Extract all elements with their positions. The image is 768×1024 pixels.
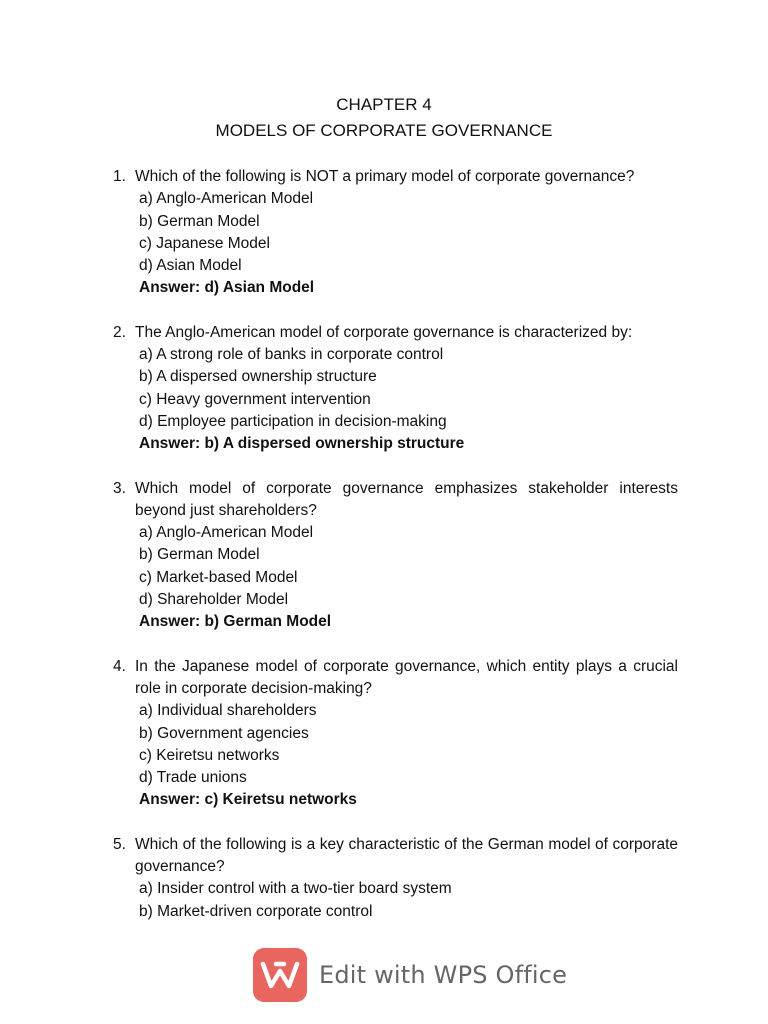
wps-w-icon [253, 948, 307, 1002]
option-c: c) Heavy government intervention [139, 390, 371, 408]
wps-w-glyph [260, 961, 300, 989]
option-b: b) Market-driven corporate control [139, 902, 373, 920]
question-number: 5. [113, 835, 126, 853]
option-d: d) Trade unions [139, 769, 247, 787]
question-item [113, 834, 678, 923]
question-item [113, 656, 678, 812]
option-a: a) Anglo-American Model [139, 190, 314, 208]
question-list [113, 166, 678, 945]
answer-line: Answer: d) Asian Model [139, 279, 315, 297]
wps-watermark-label: Edit with WPS Office [319, 961, 568, 989]
question-item [113, 322, 678, 456]
option-a: a) Insider control with a two-tier board system [139, 880, 452, 898]
option-a: a) A strong role of banks in corporate control [139, 346, 444, 364]
option-d: d) Shareholder Model [139, 591, 289, 609]
answer-line: Answer: c) Keiretsu networks [139, 791, 357, 809]
option-b: b) Government agencies [139, 724, 309, 742]
option-b: b) A dispersed ownership structure [139, 368, 377, 386]
question-text: In the Japanese model of corporate governance, which entity plays a crucial role in corporate decision-making? [135, 657, 678, 697]
option-b: b) German Model [139, 546, 260, 564]
option-b: b) German Model [139, 212, 260, 230]
option-c: c) Market-based Model [139, 568, 298, 586]
answer-line: Answer: b) German Model [139, 613, 332, 631]
question-item [113, 478, 678, 634]
question-number: 2. [113, 323, 126, 341]
question-text: Which of the following is NOT a primary model of corporate governance? [135, 168, 635, 185]
question-number: 1. [113, 168, 126, 185]
option-c: c) Keiretsu networks [139, 746, 280, 764]
question-text: Which of the following is a key characteristic of the German model of corporate governance? [135, 835, 678, 876]
chapter-heading [0, 92, 768, 144]
question-text: Which model of corporate governance emphasizes stakeholder interests beyond just shareholders? [135, 479, 678, 519]
chapter-title: MODELS OF CORPORATE GOVERNANCE [215, 121, 553, 140]
chapter-number: CHAPTER 4 [336, 95, 432, 114]
option-a: a) Anglo-American Model [139, 524, 314, 542]
answer-line: Answer: b) A dispersed ownership structure [139, 435, 465, 453]
option-a: a) Individual shareholders [139, 702, 317, 720]
option-c: c) Japanese Model [139, 234, 270, 252]
question-number: 3. [113, 479, 126, 497]
option-d: d) Employee participation in decision-making [139, 412, 447, 430]
wps-watermark[interactable] [253, 948, 567, 1002]
question-number: 4. [113, 657, 126, 675]
option-d: d) Asian Model [139, 257, 242, 275]
question-text: The Anglo-American model of corporate governance is characterized by: [135, 323, 633, 341]
question-item [113, 166, 678, 300]
